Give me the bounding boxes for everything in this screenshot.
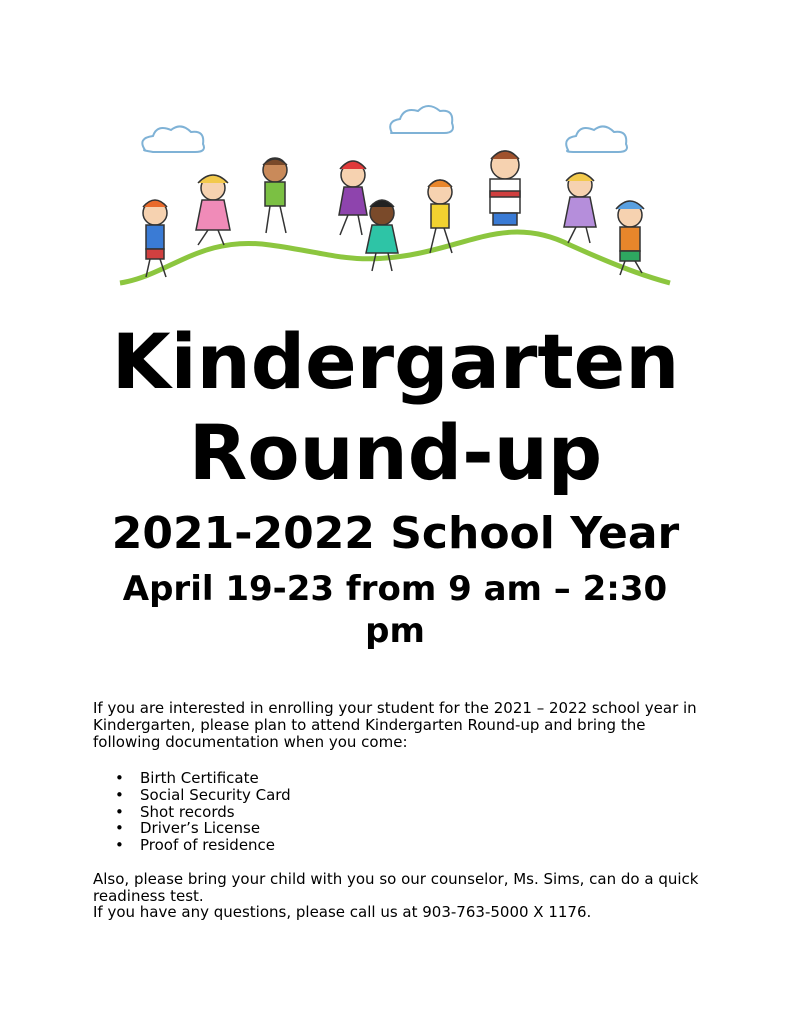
flyer-title-line-2: Round-up	[188, 408, 603, 497]
intro-paragraph: If you are interested in enrolling your student for the 2021 – 2022 school year in Kindergarten, please plan to attend Kindergarten Round-up and bring the following documentation when you come:	[93, 699, 697, 751]
child-figure	[143, 200, 167, 277]
cloud-icon	[142, 126, 204, 152]
child-figure	[564, 173, 596, 243]
list-item: • Driver’s License	[93, 820, 291, 837]
cloud-icon	[566, 126, 627, 152]
list-item: • Proof of residence	[93, 837, 291, 854]
child-figure	[428, 180, 452, 253]
cloud-icon	[390, 106, 453, 133]
readiness-paragraph: Also, please bring your child with you so our counselor, Ms. Sims, can do a quick readiness test.	[93, 870, 699, 905]
list-item: • Shot records	[93, 804, 291, 821]
list-item: • Social Security Card	[93, 787, 291, 804]
event-dates-heading: April 19-23 from 9 am – 2:30 pm	[122, 569, 668, 651]
list-item: • Birth Certificate	[93, 770, 291, 787]
child-figure	[263, 158, 287, 233]
children-holding-hands-illustration	[110, 95, 680, 295]
contact-paragraph: If you have any questions, please call us at 903-763-5000 X 1176.	[93, 903, 592, 921]
child-figure	[339, 161, 367, 235]
school-year-heading: 2021-2022 School Year	[111, 508, 680, 559]
flyer-title-line-1: Kindergarten	[111, 317, 680, 406]
child-figure	[196, 175, 230, 245]
required-documents-list	[93, 770, 291, 854]
child-figure	[490, 151, 520, 225]
